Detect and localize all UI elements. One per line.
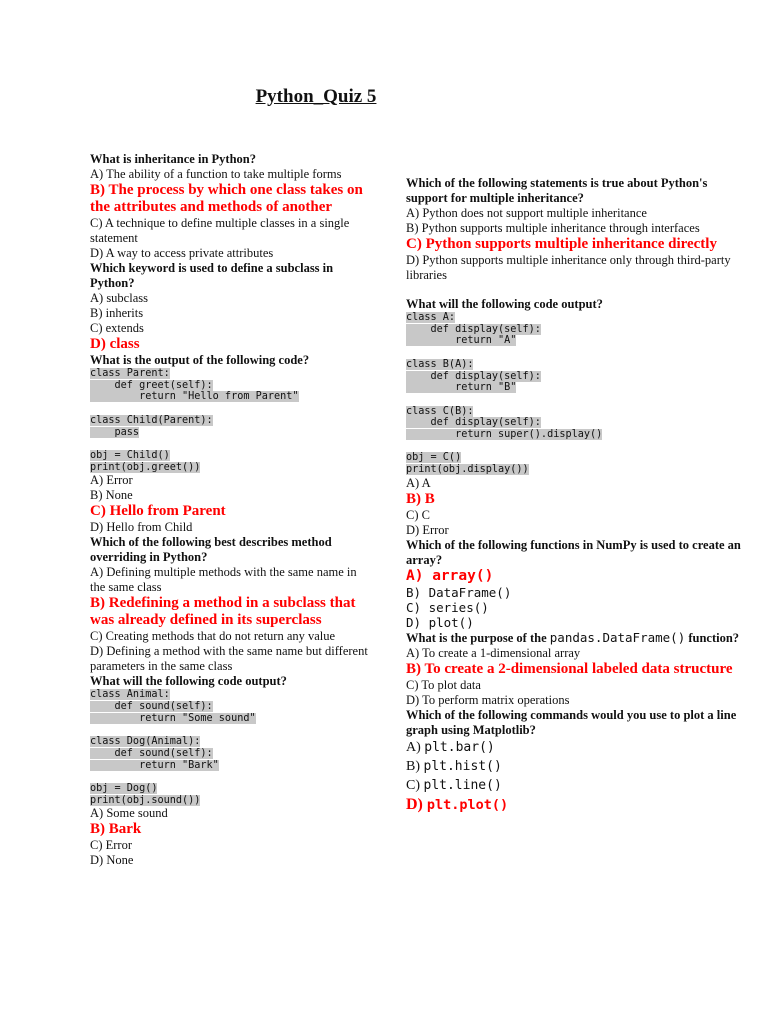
- option-d: D) None: [90, 853, 134, 868]
- question-text: Which keyword is used to define a subclass in Python?: [90, 261, 334, 290]
- option-a: A) Some sound: [90, 806, 168, 821]
- option-d: D) To perform matrix operations: [406, 692, 570, 707]
- option-b: B) Python supports multiple inheritance through interfaces: [406, 221, 700, 235]
- question-code: pandas.DataFrame(): [549, 629, 686, 645]
- option-b: B) None: [90, 488, 133, 503]
- option-a: A) To create a 1-dimensional array: [406, 645, 581, 660]
- option-code: plt.hist(): [423, 758, 502, 774]
- code-line: obj = C(): [406, 452, 462, 464]
- option-letter: B): [406, 758, 420, 774]
- code-line: obj = Dog(): [90, 782, 158, 794]
- question-text: Which of the following commands would you use to plot a line graph using Matplotlib?: [406, 707, 737, 737]
- option-a: A) The ability of a function to take multiple forms: [90, 167, 342, 181]
- question-text: Which of the following functions in NumPy is used to create an array?: [406, 537, 741, 567]
- code-line: class Dog(Animal):: [90, 736, 201, 748]
- option-a: A) subclass: [90, 291, 148, 305]
- question-text: [406, 630, 751, 646]
- option-c: [406, 776, 751, 795]
- option-d: D) Python supports multiple inheritance only through third-party libraries: [406, 253, 731, 282]
- question-text: What is inheritance in Python?: [90, 152, 256, 166]
- code-line: return super().display(): [406, 429, 603, 441]
- option-letter: A): [406, 739, 421, 755]
- code-line: def greet(self):: [90, 379, 213, 391]
- right-column: [406, 176, 751, 815]
- page-title: Python_Quiz 5: [255, 86, 377, 107]
- code-line: class Child(Parent):: [90, 414, 213, 426]
- question-text: What will the following code output?: [90, 674, 287, 689]
- code-line: return "B": [406, 382, 517, 394]
- question-block-4: [90, 535, 370, 674]
- code-line: return "Hello from Parent": [90, 391, 299, 403]
- code-line: def display(self):: [406, 417, 541, 429]
- left-column: [90, 152, 370, 868]
- code-line: obj = Child(): [90, 449, 170, 461]
- code-snippet: [90, 689, 370, 806]
- option-a: A) A: [406, 475, 431, 490]
- option-a: A) Python does not support multiple inheritance: [406, 206, 647, 220]
- option-c: C) C: [406, 507, 430, 522]
- correct-answer: B) To create a 2-dimensional labeled data structure: [406, 660, 733, 677]
- question-text: Which of the following best describes method overriding in Python?: [90, 535, 332, 565]
- code-line: return "A": [406, 335, 517, 347]
- option-d: D) A way to access private attributes: [90, 246, 274, 260]
- code-line: def display(self):: [406, 323, 541, 335]
- code-line: def sound(self):: [90, 701, 213, 713]
- code-line: class Parent:: [90, 368, 170, 379]
- code-line: class Animal:: [90, 689, 170, 701]
- correct-answer: B) B: [406, 490, 435, 507]
- question-block-7: [406, 297, 751, 538]
- code-line: print(obj.sound()): [90, 794, 201, 806]
- option-c: C) To plot data: [406, 677, 481, 692]
- question-block-3: [90, 353, 370, 535]
- code-line: class C(B):: [406, 405, 474, 417]
- question-block-6: [406, 176, 751, 283]
- correct-answer: [406, 795, 751, 815]
- option-code: plt.line(): [423, 777, 502, 793]
- code-snippet: [90, 368, 370, 473]
- code-line: print(obj.display()): [406, 464, 529, 476]
- option-code: plt.bar(): [424, 739, 495, 755]
- correct-answer: B) Bark: [90, 821, 142, 838]
- correct-answer: C) Python supports multiple inheritance directly: [406, 236, 717, 252]
- correct-answer: B) Redefining a method in a subclass that was already defined in its superclass: [90, 595, 356, 629]
- option-b: [406, 757, 751, 776]
- option-d: D) plot(): [406, 614, 474, 630]
- option-c: C) Error: [90, 838, 132, 853]
- option-c: C) Creating methods that do not return any value: [90, 629, 336, 644]
- code-line: return "Bark": [90, 759, 219, 771]
- code-line: def display(self):: [406, 370, 541, 382]
- code-line: class A:: [406, 312, 456, 323]
- question-text: What is the output of the following code?: [90, 353, 310, 367]
- option-b: B) DataFrame(): [406, 584, 512, 600]
- option-letter: C): [406, 777, 420, 793]
- question-block-10: [406, 708, 751, 815]
- question-block-8: [406, 538, 751, 630]
- question-block-2: [90, 261, 370, 353]
- question-text: What will the following code output?: [406, 297, 603, 311]
- spacer: [406, 283, 751, 297]
- question-prefix: What is the purpose of the: [406, 630, 550, 645]
- question-text: Which of the following statements is true about Python's support for multiple inheritance?: [406, 176, 708, 205]
- option-code: plt.plot(): [426, 796, 509, 813]
- code-snippet: [406, 312, 751, 476]
- question-suffix: function?: [685, 630, 740, 645]
- option-c: C) series(): [406, 599, 489, 615]
- option-letter: D): [406, 795, 423, 813]
- code-line: class B(A):: [406, 358, 474, 370]
- option-c: C) extends: [90, 321, 144, 335]
- correct-answer: B) The process by which one class takes on the attributes and methods of another: [90, 182, 363, 215]
- option-d: D) Defining a method with the same name but different parameters in the same class: [90, 644, 368, 674]
- option-b: B) inherits: [90, 306, 144, 320]
- question-block-9: [406, 630, 751, 708]
- correct-answer: D) class: [90, 336, 140, 352]
- code-line: return "Some sound": [90, 712, 256, 724]
- option-d: D) Hello from Child: [90, 520, 193, 535]
- code-line: print(obj.greet()): [90, 461, 201, 473]
- option-d: D) Error: [406, 522, 449, 537]
- option-a: A) Defining multiple methods with the same name in the same class: [90, 565, 357, 595]
- question-block-1: [90, 152, 370, 261]
- code-line: def sound(self):: [90, 747, 213, 759]
- code-line: pass: [90, 426, 140, 438]
- option-a: A) Error: [90, 473, 133, 488]
- option-c: C) A technique to define multiple classes in a single statement: [90, 216, 350, 245]
- option-a: [406, 738, 751, 757]
- correct-answer: A) array(): [406, 567, 494, 584]
- question-block-5: [90, 674, 370, 868]
- correct-answer: C) Hello from Parent: [90, 503, 226, 520]
